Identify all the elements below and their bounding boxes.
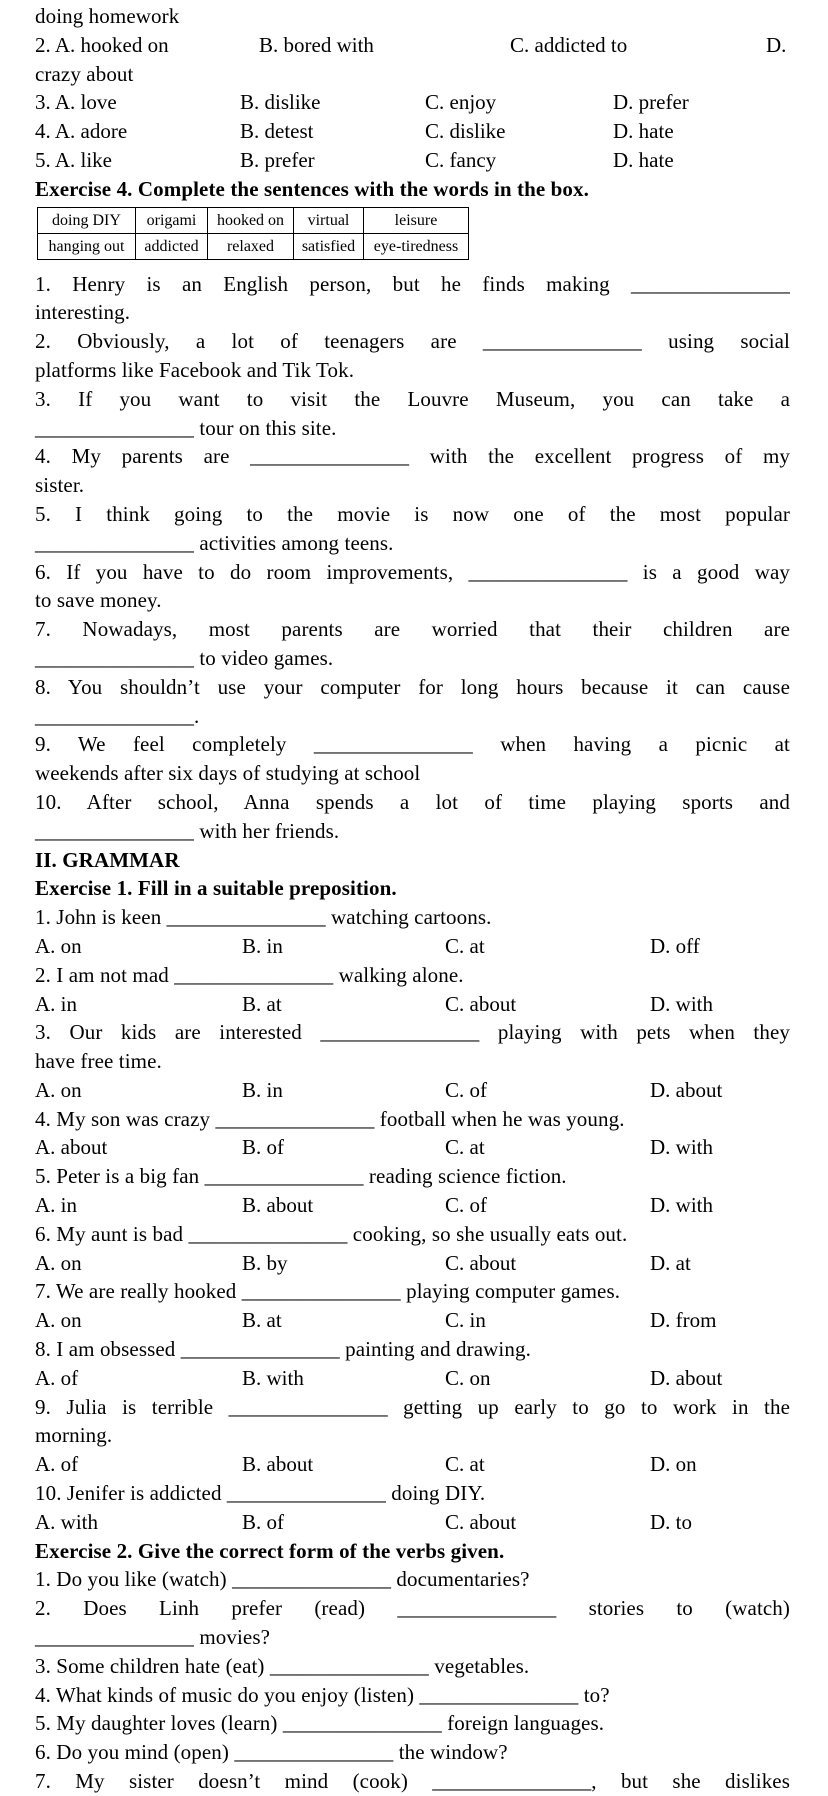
option-cell: 2. A. hooked on (35, 32, 169, 57)
option-cell: C. at (445, 1452, 485, 1477)
answer-options-row (35, 932, 790, 961)
option-cell: A. with (35, 1509, 98, 1534)
doc-line: morning. (35, 1423, 113, 1448)
word-bank-cell: origami (136, 207, 208, 233)
option-cell: C. of (445, 1193, 487, 1218)
option-cell: A. in (35, 991, 77, 1016)
answer-options-row (35, 1191, 790, 1220)
option-cell: A. on (35, 1308, 82, 1333)
doc-line: interesting. (35, 300, 131, 325)
doc-line: 1. Henry is an English person, but he finds making _______________ (35, 271, 790, 296)
doc-line: 9. Julia is terrible _______________ getting up early to go to work in the (35, 1394, 790, 1419)
option-cell: B. with (242, 1365, 304, 1390)
option-cell: B. dislike (240, 90, 321, 115)
doc-line: 8. I am obsessed _______________ painting and drawing. (35, 1337, 531, 1362)
doc-line: crazy about (35, 61, 134, 86)
doc-line: _______________ with her friends. (35, 818, 340, 843)
option-cell: C. enjoy (425, 90, 497, 115)
option-cell: D. to (650, 1509, 692, 1534)
option-cell: 5. A. like (35, 147, 112, 172)
option-cell: B. bored with (259, 32, 374, 57)
doc-line: 4. My son was crazy _______________ football when he was young. (35, 1106, 625, 1131)
doc-line: 3. Our kids are interested _______________ playing with pets when they (35, 1020, 790, 1045)
doc-line: 6. If you have to do room improvements, _______________ is a good way (35, 559, 790, 584)
doc-line: _______________ activities among teens. (35, 530, 394, 555)
doc-line: 2. Does Linh prefer (read) _______________ stories to (watch) (35, 1596, 790, 1621)
option-cell: C. fancy (425, 147, 497, 172)
doc-line: platforms like Facebook and Tik Tok. (35, 357, 355, 382)
option-cell: B. about (242, 1452, 314, 1477)
option-cell: B. detest (240, 119, 314, 144)
doc-line: 5. I think going to the movie is now one of the most popular (35, 501, 790, 526)
option-cell: D. about (650, 1365, 723, 1390)
word-bank-cell: hooked on (208, 207, 294, 233)
doc-line: _______________. (35, 703, 200, 728)
exercise-heading: Exercise 1. Fill in a suitable preposition. (35, 876, 397, 901)
doc-line: 3. Some children hate (eat) _______________ vegetables. (35, 1653, 530, 1678)
option-cell: B. in (242, 933, 283, 958)
doc-line: 6. Do you mind (open) _______________ the window? (35, 1740, 508, 1765)
exercise-heading: Exercise 4. Complete the sentences with the words in the box. (35, 176, 589, 201)
option-cell: C. in (445, 1308, 486, 1333)
doc-line: 2. Obviously, a lot of teenagers are _______________ using social (35, 329, 790, 354)
answer-options-row (35, 1076, 790, 1105)
doc-line: 8. You shouldn’t use your computer for long hours because it can cause (35, 674, 790, 699)
option-cell: A. of (35, 1365, 79, 1390)
option-cell: A. on (35, 933, 82, 958)
option-cell: 3. A. love (35, 90, 117, 115)
option-cell: D. prefer (613, 90, 689, 115)
option-cell: D. off (650, 933, 700, 958)
option-cell: A. on (35, 1250, 82, 1275)
answer-options-row (35, 31, 790, 60)
word-bank-cell: addicted (136, 233, 208, 259)
word-bank-table (37, 207, 469, 260)
doc-line: _______________ to video games. (35, 645, 334, 670)
answer-options-row (35, 117, 790, 146)
option-cell: C. at (445, 933, 485, 958)
doc-line: have free time. (35, 1049, 162, 1074)
option-cell: D. (766, 32, 787, 57)
word-bank-cell: hanging out (38, 233, 136, 259)
option-cell: A. on (35, 1077, 82, 1102)
option-cell: D. with (650, 1135, 713, 1160)
answer-options-row (35, 1364, 790, 1393)
doc-line: sister. (35, 473, 85, 498)
doc-line: 6. My aunt is bad _______________ cooking, so she usually eats out. (35, 1221, 628, 1246)
answer-options-row (35, 1249, 790, 1278)
option-cell: B. about (242, 1193, 314, 1218)
doc-line: 4. My parents are _______________ with the excellent progress of my (35, 444, 790, 469)
doc-line: 7. We are really hooked _______________ playing computer games. (35, 1279, 621, 1304)
option-cell: B. of (242, 1509, 284, 1534)
doc-line: _______________ tour on this site. (35, 415, 337, 440)
word-bank-cell: virtual (294, 207, 364, 233)
word-bank-row (38, 207, 469, 233)
doc-line: 10. Jenifer is addicted _______________ doing DIY. (35, 1481, 486, 1506)
option-cell: D. with (650, 1193, 713, 1218)
doc-line: 1. John is keen _______________ watching cartoons. (35, 905, 492, 930)
option-cell: C. dislike (425, 119, 506, 144)
doc-line: 2. I am not mad _______________ walking alone. (35, 962, 464, 987)
doc-line: 3. If you want to visit the Louvre Museum, you can take a (35, 386, 790, 411)
answer-options-row (35, 1306, 790, 1335)
answer-options-row (35, 1450, 790, 1479)
doc-line: to save money. (35, 588, 162, 613)
answer-options-row (35, 1508, 790, 1537)
option-cell: 4. A. adore (35, 119, 128, 144)
word-bank-cell: eye-tiredness (364, 233, 469, 259)
doc-line: 5. My daughter loves (learn) _______________ foreign languages. (35, 1711, 605, 1736)
option-cell: D. from (650, 1308, 717, 1333)
doc-line: 9. We feel completely _______________ when having a picnic at (35, 732, 790, 757)
option-cell: B. at (242, 991, 282, 1016)
option-cell: D. with (650, 991, 713, 1016)
option-cell: D. at (650, 1250, 691, 1275)
option-cell: C. addicted to (510, 32, 628, 57)
word-bank-cell: satisfied (294, 233, 364, 259)
doc-line: 10. After school, Anna spends a lot of time playing sports and (35, 789, 790, 814)
answer-options-row (35, 1133, 790, 1162)
answer-options-row (35, 88, 790, 117)
answer-options-row (35, 146, 790, 175)
word-bank-cell: relaxed (208, 233, 294, 259)
option-cell: B. at (242, 1308, 282, 1333)
option-cell: C. about (445, 991, 517, 1016)
doc-line: weekends after six days of studying at school (35, 761, 421, 786)
doc-line: _______________ movies? (35, 1625, 271, 1650)
word-bank-row (38, 233, 469, 259)
doc-line: doing homework (35, 4, 180, 28)
doc-line: 1. Do you like (watch) _______________ documentaries? (35, 1567, 530, 1592)
doc-line: 7. My sister doesn’t mind (cook) _______________, but she dislikes (35, 1769, 790, 1794)
doc-line: 4. What kinds of music do you enjoy (listen) _______________ to? (35, 1682, 610, 1707)
option-cell: B. of (242, 1135, 284, 1160)
word-bank-cell: doing DIY (38, 207, 136, 233)
option-cell: C. about (445, 1509, 517, 1534)
option-cell: B. prefer (240, 147, 315, 172)
option-cell: B. by (242, 1250, 288, 1275)
option-cell: C. at (445, 1135, 485, 1160)
exercise-heading: Exercise 2. Give the correct form of the verbs given. (35, 1538, 505, 1563)
option-cell: C. on (445, 1365, 491, 1390)
doc-line: 5. Peter is a big fan _______________ reading science fiction. (35, 1164, 567, 1189)
option-cell: C. about (445, 1250, 517, 1275)
option-cell: A. of (35, 1452, 79, 1477)
option-cell: D. about (650, 1077, 723, 1102)
answer-options-row (35, 990, 790, 1019)
option-cell: C. of (445, 1077, 487, 1102)
option-cell: D. hate (613, 119, 674, 144)
option-cell: A. about (35, 1135, 108, 1160)
option-cell: D. on (650, 1452, 697, 1477)
option-cell: D. hate (613, 147, 674, 172)
doc-line: 7. Nowadays, most parents are worried that their children are (35, 617, 790, 642)
option-cell: B. in (242, 1077, 283, 1102)
exercise-heading: II. GRAMMAR (35, 847, 180, 872)
word-bank-cell: leisure (364, 207, 469, 233)
option-cell: A. in (35, 1193, 77, 1218)
